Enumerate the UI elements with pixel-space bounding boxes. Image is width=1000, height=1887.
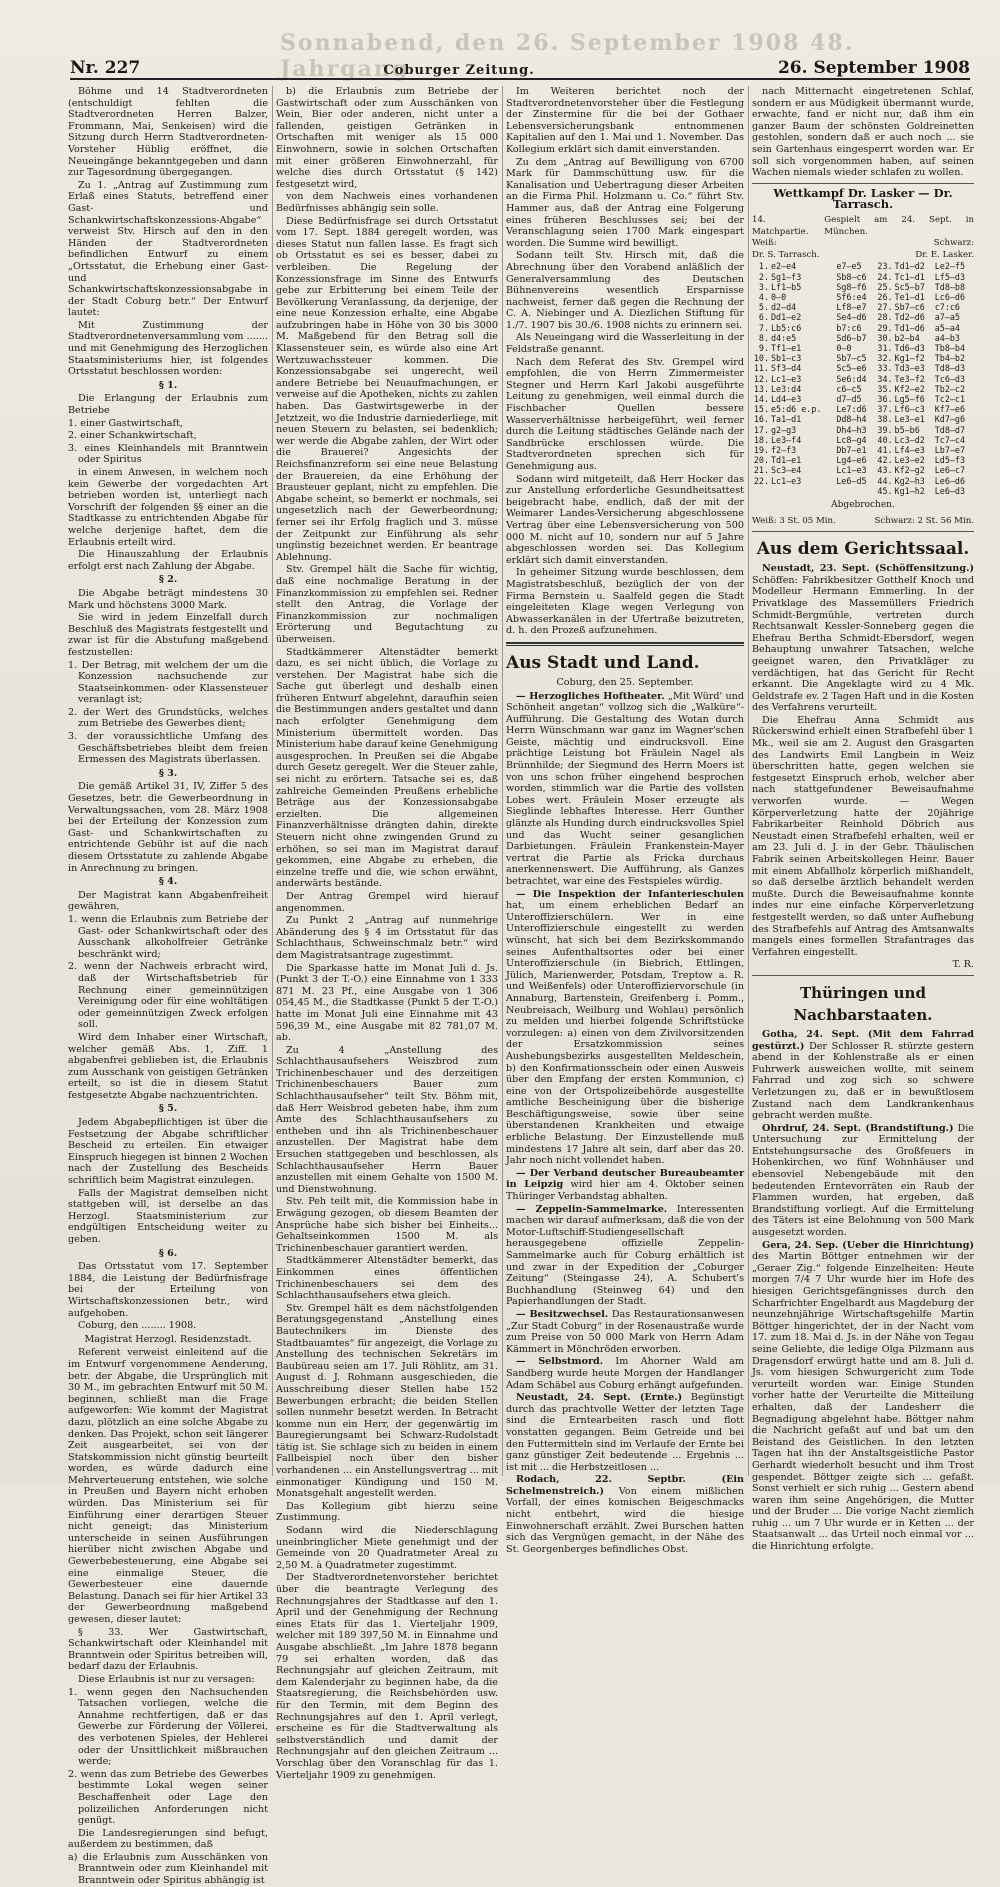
black-move: Le6—d5 bbox=[836, 475, 867, 486]
black-move: Tc7—c4 bbox=[934, 434, 966, 445]
move-number: 25. bbox=[877, 281, 893, 292]
issue-date: 26. September 1908 bbox=[777, 58, 970, 78]
white-move: Lf4—e3 bbox=[894, 444, 925, 455]
paragraph: Böhme und 14 Stadtverordneten (entschuldigt fehlten die Stadtverordneten Herren Balzer, Frommann, Mai, Senkeisen) wird die Sitzung durch Herrn Stadtverordneten-Vorsteher Hüblig eröffnet, die Neueingänge bekanntgegeben und dann zur Tagesordnung übergegangen. bbox=[68, 86, 268, 179]
move-number: 43. bbox=[877, 465, 893, 476]
list-item: 2. der Wert des Grundstücks, welches zum Betriebe des Gewerbes dient; bbox=[68, 706, 268, 730]
chess-move-row bbox=[752, 435, 974, 445]
white-move: Td1—d2 bbox=[894, 261, 925, 272]
section-mark: § 5. bbox=[158, 1103, 178, 1115]
item-heading: — Selbstmord. bbox=[516, 1356, 604, 1368]
move-number: 17. bbox=[753, 424, 769, 435]
paragraph bbox=[506, 889, 744, 1167]
item-text: Die Untersuchung zur Ermittelung der Entstehungsursache des Großfeuers in Hohenkirchen, wo fünf Wohnhäuser und ebensoviel Nebengebäude mit den bedeutenden Erntevorräten ein Raub der Flammen wurden, hat ergeben, daß Brandstiftung vorliegt. Auf die Ermittelung des Täters ist eine Belohnung von 500 Mark ausgesetzt worden. bbox=[752, 1122, 974, 1239]
chess-move-row bbox=[752, 374, 974, 384]
move-number: 19. bbox=[753, 444, 769, 455]
item-heading: — Der Verband deutscher Bureaubeamter in Leipzig bbox=[506, 1167, 744, 1191]
move-number: 13. bbox=[753, 383, 769, 394]
white-move: Sc3—e4 bbox=[771, 465, 802, 476]
section-rule bbox=[752, 975, 974, 976]
chess-move-row bbox=[752, 282, 974, 292]
column-1 bbox=[68, 86, 268, 1887]
list-item: 1. wenn gegen den Nachsuchenden Tatsachen vorliegen, welche die Annahme rechtfertigen, daß er das Gewerbe zur Förderung der Völlerei, des verbotenen Spieles, der Hehlerei oder der Unsittlichkeit mißbrauchen werde; bbox=[68, 1686, 268, 1768]
paragraph bbox=[506, 691, 744, 888]
black-move: Dh4—h3 bbox=[836, 424, 867, 435]
black-move: Se6:d4 bbox=[836, 373, 867, 384]
section-heading: Thüringen und Nachbarstaaten. bbox=[793, 983, 933, 1024]
white-move: Sg1—f3 bbox=[771, 271, 802, 282]
paragraph: in einem Anwesen, in welchem noch kein Gewerbe der vorgedachten Art betrieben worden ist, unterliegt nach Vorschrift der folgenden §§ einer an die Stadtkasse zu entrichtenden Abgabe für welche derjenige haftet, dem die Erlaubnis erteilt wird. bbox=[68, 467, 268, 548]
chess-result: Abgebrochen. bbox=[831, 499, 895, 510]
move-number: 28. bbox=[877, 312, 893, 323]
black-move: Td8—d3 bbox=[934, 363, 966, 374]
section-mark: § 3. bbox=[158, 767, 178, 779]
list-item: 2. wenn das zum Betriebe des Gewerbes bestimmte Lokal wegen seiner Beschaffenheit oder Lage den polizeilichen Anforderungen nicht genügt. bbox=[68, 1768, 268, 1827]
paragraph bbox=[506, 1309, 744, 1355]
chess-move-row bbox=[752, 272, 974, 282]
move-number: 37. bbox=[877, 404, 893, 415]
paragraph: Als Neueingang wird die Wasserleitung in der Feldstraße genannt. bbox=[506, 332, 744, 356]
paragraph: Die Hinauszahlung der Erlaubnis erfolgt erst nach Zahlung der Abgabe. bbox=[68, 549, 268, 572]
white-move: Te3—f2 bbox=[894, 373, 925, 384]
white-move: Kf2—g2 bbox=[894, 465, 925, 476]
paragraph: Die gemäß Artikel 31, IV, Ziffer 5 des Gesetzes, betr. die Gewerbeordnung in Verwaltungssachen, vom 28. März 1908 bei der Erteilung der Konzession zum Gast- und Schankwirtschaften zu entrichtende Gebühr ist auf die nach diesem Ortsstatute zu zahlende Abgabe in Anrechnung zu bringen. bbox=[68, 781, 268, 874]
black-move: Tb2—c2 bbox=[934, 383, 966, 394]
white-move: Sb1—c3 bbox=[771, 353, 802, 364]
paragraph: Sodann teilt Stv. Hirsch mit, daß die Abrechnung über den Vorabend anläßlich der Generalversammlung des Deutschen Bühnenvereins wesentlich Ersparnisse nachweist, ferner daß gegen die Rechnung der C. A. Niebinger und A. Diezlichen Stiftung für 1./7. 1907 bis 30./6. 1908 nichts zu erinnern sei. bbox=[506, 250, 744, 331]
item-text: Der Schlosser R. stürzte gestern abend in der Kohlenstraße als er einen Fuhrwerk ausweichen wollte, mit seinem Fahrrad und zog sich so schwere Verletzungen zu, daß er in bewußtlosem Zustand nach dem Landkrankenhaus gebracht werden mußte. bbox=[752, 1040, 974, 1122]
black-move: 0—0 bbox=[836, 342, 852, 353]
white-move: Tf1—e1 bbox=[771, 342, 802, 353]
paragraph: Stadtkämmerer Altenstädter bemerkt dazu, es sei nicht üblich, die Vorlage zu verstehen. Der Magistrat habe sich die Sache gut überlegt und deshalb einen früheren Entwurf abgelehnt, daraufhin seien die Bestimmungen anders gestaltet und dann nach erfolgter Genehmigung dem Ministerium übermittelt worden. Das Ministerium habe darauf keine Genehmigung ausgesprochen. In Preußen sei die Abgabe durch Gesetz geregelt. Wer die Steuer zahle, sei nicht zu erörtern. Tatsache sei es, daß zahlreiche Gemeinden Preußens erhebliche Beträge aus der Konzessionsabgabe erzielten. Die allgemeinen Finanzverhältnisse drängten dahin, direkte Steuern nicht ohne zwingenden Grund zu erhöhen, so sei man im Magistrat darauf gekommen, eine Abgabe zu erheben, die einzelne treffe und die, wie schon erwähnt, anderwärts bestände. bbox=[276, 646, 498, 890]
item-text: „Mit Würd' und Schönheit angetan“ vollzog sich die „Walküre“-Aufführung. Die Gestaltung des Wotan durch Herrn Wünschmann war ganz im Wagner'schen Geiste, mächtig und eindrucksvoll. Eine prächtige Leistung bot Fräulein Nagel als Brünnhilde; der Siegmund des Herrn Moers ist von uns schon früher eingehend besprochen worden, stimmlich war die Partie des vollsten Lobes wert. Fräulein Moser erzeugte als Sieglinde lebhaftes Interesse. Herr Gunther glänzte als Hunding durch eindrucksvolles Spiel und das Wucht seiner gesanglichen Darbietungen. Fräulein Frankenstein-Mayer vertrat die Partie als Fricka durchaus anerkennenswert. Die Aufführung, als Ganzes betrachtet, war eine des Festspieles würdig. bbox=[506, 690, 744, 887]
white-label: Weiß: bbox=[752, 238, 777, 249]
white-move: Lg5—f6 bbox=[894, 393, 925, 404]
move-number: 29. bbox=[877, 322, 893, 333]
chess-move-row bbox=[752, 486, 974, 496]
black-move: Le6—d3 bbox=[934, 485, 966, 496]
chess-move-row bbox=[752, 476, 974, 486]
move-number: 22. bbox=[753, 475, 769, 486]
white-move: Td3—e3 bbox=[894, 363, 925, 374]
move-number: 32. bbox=[877, 353, 893, 364]
black-move: Tb4—b2 bbox=[934, 353, 966, 364]
white-move: Ta1—d1 bbox=[771, 414, 802, 425]
chess-players bbox=[752, 250, 974, 262]
move-number: 31. bbox=[877, 342, 893, 353]
white-move: Lf1—b5 bbox=[771, 281, 802, 292]
chess-player-labels bbox=[752, 238, 974, 250]
white-move: e5:d6 e.p. bbox=[771, 404, 822, 415]
section-heading: Aus dem Gerichtssaal. bbox=[756, 539, 970, 560]
paragraph bbox=[506, 1474, 744, 1555]
chess-move-row bbox=[752, 363, 974, 373]
item-text: hat, um einem erheblichen Bedarf an Unteroffizierschülern. Wer in eine Unteroffizierschule eingestellt zu werden wünscht, hat sich bei dem Bezirkskommando seines Aufenthaltsortes oder bei einer Unteroffizierschule (in Biebrich, Ettlingen, Jülich, Marienwerder, Potsdam, Treptow a. R. und Weißenfels) oder Unteroffiziervorschule (in Annaburg, Bartenstein, Greifenberg i. Pomm., Neubreisach, Weilburg und Wohlau) persönlich zu melden und hierbei folgende Schriftstücke vorzulegen: a) einen von dem Zivilvorsitzenden der Ersatzkommission seines Aushebungsbezirks ausgestellten Meldeschein, b) den Konfirmationsschein oder einen Ausweis über den Empfang der ersten Kommunion, c) eine von der Ortspolizeibehörde ausgestellte amtliche Bescheinigung über die bisherige Beschäftigungsweise, sowie über seine überstandenen Krankheiten und etwaige erbliche Belastung. Der Einzustellende muß mindestens 17 Jahre alt sein, darf aber das 20. Jahr noch nicht vollendet haben. bbox=[506, 900, 744, 1167]
paragraph bbox=[506, 1356, 744, 1391]
paragraph bbox=[752, 1123, 974, 1239]
white-move: Dd1—e2 bbox=[771, 312, 802, 323]
chess-move-row bbox=[752, 394, 974, 404]
black-move: Td8—b8 bbox=[934, 281, 966, 292]
black-move: Lb7—e7 bbox=[934, 444, 966, 455]
move-number: 8. bbox=[758, 332, 769, 343]
column-divider bbox=[502, 86, 503, 1476]
move-number: 27. bbox=[877, 302, 893, 313]
item-heading: — Die Inspektion der Infanterieschulen bbox=[516, 888, 744, 900]
black-move: Le2—f5 bbox=[934, 261, 966, 272]
dateline: Coburg, den 25. September. bbox=[556, 676, 694, 688]
place-date-line: Coburg, den ........ 1908. bbox=[78, 1320, 197, 1332]
white-move: Td1—e1 bbox=[771, 455, 802, 466]
black-move: Db7—e1 bbox=[836, 444, 867, 455]
list-item: 1. wenn die Erlaubnis zum Betriebe der Gast- oder Schankwirtschaft oder des Ausschank alkoholfreier Getränke beschränkt wird; bbox=[68, 913, 268, 960]
white-move: d2—d4 bbox=[771, 302, 797, 313]
move-number: 9. bbox=[758, 342, 769, 353]
paragraph: Zu 4 „Anstellung des Schlachthausaufsehers Weiszbrod zum Trichinenbeschauer und des derzeitigen Trichinenbeschauers Bauer zum Schlachthausaufseher“ teilt Stv. Böhm mit, daß Herr Weisbrod gebeten habe, ihm zum Amte des Schlachthausaufsehers zu entheben und ihn als Trichinenbeschauer anzustellen. Der Magistrat habe dem Ersuchen stattgegeben und beschlossen, als Schlachthausaufseher Herrn Bauer anzustellen mit einem Gehalte von 1500 M. und Dienstwohnung. bbox=[276, 1044, 498, 1195]
move-number: 38. bbox=[877, 414, 893, 425]
white-move: f2—f3 bbox=[771, 444, 797, 455]
black-move: a7—a5 bbox=[934, 312, 960, 323]
newspaper-title: Coburger Zeitung. bbox=[383, 63, 535, 78]
black-move: Sb8—c6 bbox=[836, 271, 867, 282]
paragraph bbox=[752, 1240, 974, 1553]
move-number: 41. bbox=[877, 444, 893, 455]
black-move: Kf7—e6 bbox=[934, 404, 966, 415]
white-move: Tc1—d1 bbox=[894, 271, 925, 282]
move-number: 40. bbox=[877, 434, 893, 445]
move-number: 33. bbox=[877, 363, 893, 374]
section-rule bbox=[506, 642, 744, 646]
white-move: Kg2—h3 bbox=[894, 475, 925, 486]
paragraph: Die Abgabe beträgt mindestens 30 Mark und höchstens 3000 Mark. bbox=[68, 587, 268, 611]
black-move: Le6—d6 bbox=[934, 475, 966, 486]
move-number: 26. bbox=[877, 291, 893, 302]
issue-number: Nr. 227 bbox=[70, 58, 141, 78]
list-item: 2. wenn der Nachweis erbracht wird, daß der Wirtschaftsbetrieb für Rechnung einer gemeinnützigen Vereinigung oder für eine wohltätigen oder gemeinnützigen Zweck erfolgen soll. bbox=[68, 961, 268, 1031]
paragraph bbox=[752, 1029, 974, 1122]
paragraph: Die Erlangung der Erlaubnis zum Betriebe bbox=[68, 393, 268, 417]
chess-move-row bbox=[752, 343, 974, 353]
move-number: 36. bbox=[877, 393, 893, 404]
paragraph: Die Ehefrau Anna Schmidt aus Rückerswind erhielt einen Strafbefehl über 1 Mk., weil sie am 2. August den Grasgarten des Landwirts Emil Langbein in Weiz überschritten hatte, gegen welchen sie festgesetzt Einspruch erhob, welcher aber nach stattgefundener Beweisaufnahme verworfen wurde. — Wegen Körperverletzung hatte der 20jährige Fabrikarbeiter Reinhold Döbrich aus Neustadt einen Strafbefehl erhalten, weil er am 23. Juli d. J. in der Gebr. Thäulischen Fabrik seinen Arbeitskollegen Heinr. Bauer mit einem Abfallholz körperlich mißhandelt, so daß derselbe ärztlich behandelt werden mußte. Durch die Beweisaufnahme konnte indes nur eine einfache Körperverletzung festgestellt werden, so daß unter Aufhebung des Strafbefehls auf Antrag des Amtsanwalts mangels eines formellen Strafantrages das Verfahren eingestellt. bbox=[752, 714, 974, 958]
paragraph: Das Kollegium gibt hierzu seine Zustimmung. bbox=[276, 1500, 498, 1524]
item-text: Schöffen: Fabrikbesitzer Gotthelf Knoch und Modelleur Hermann Emmerling. In der Privatklage des Massemüllers Friedrich Schmidt-Bergmühle, vertreten durch Rechtsanwalt Kessler-Sonneberg gegen die Ehefrau Bertha Schmidt-Ebersdorf, wegen Behauptung unwahrer Tatsachen, welche geeignet waren, den Privatkläger zu verdächtigen, hat das Gericht für Recht erkannt. Die Angeklagte wird zu 4 Mk. Geldstrafe ev. 2 Tagen Haft und in die Kosten des Verfahrens verurteilt. bbox=[752, 574, 974, 714]
section-mark: § 1. bbox=[158, 379, 178, 391]
move-number: 44. bbox=[877, 475, 893, 486]
chess-move-row bbox=[752, 445, 974, 455]
move-number: 23. bbox=[877, 261, 893, 272]
paragraph: Stv. Grempel hält die Sache für wichtig, daß eine nochmalige Beratung in der Finanzkommission zu empfehlen sei. Redner stellt den Antrag, die Vorlage der Finanzkommission zur nochmaligen Erörterung und Begutachtung zu überweisen. bbox=[276, 564, 498, 645]
move-number bbox=[752, 486, 770, 496]
white-move: Le3—f4 bbox=[771, 434, 802, 445]
black-move: c7:c6 bbox=[934, 302, 960, 313]
black-move: Lf8—e7 bbox=[836, 302, 867, 313]
white-time: Weiß: 3 St. 05 Min. bbox=[752, 515, 836, 526]
move-number: 35. bbox=[877, 383, 893, 394]
paragraph: Wird dem Inhaber einer Wirtschaft, welcher gemäß Abs. 1, Ziff. 1 abgabenfrei geblieben ist, die Erlaubnis zum Ausschank von geistigen Getränken erteilt, so ist die in diesem Statut festgesetzte Abgabe nachzuentrichten. bbox=[68, 1031, 268, 1101]
white-move: Kg1—f2 bbox=[894, 353, 925, 364]
list-item: 1. Der Betrag, mit welchem der um die Konzession nachsuchende zur Staatseinkommen- oder Klassensteuer veranlagt ist; bbox=[68, 659, 268, 706]
chess-move-row bbox=[752, 384, 974, 394]
chess-times bbox=[752, 516, 974, 528]
paragraph: Jedem Abgabepflichtigen ist über die Festsetzung der Abgabe schriftlicher Bescheid zu erteilen. Ein etwaiger Einspruch hiegegen ist binnen 2 Wochen nach der Zustellung des Bescheids schriftlich beim Magistrat einzulegen. bbox=[68, 1117, 268, 1187]
item-heading: — Besitzwechsel. bbox=[516, 1308, 609, 1320]
black-label: Schwarz: bbox=[933, 238, 974, 249]
item-heading: Gotha, 24. Sept. (Mit dem Fahrrad gestürzt.) bbox=[752, 1028, 974, 1052]
paragraph: Der Antrag Grempel wird hierauf angenommen. bbox=[276, 890, 498, 914]
chess-move-row bbox=[752, 333, 974, 343]
chess-move-row bbox=[752, 261, 974, 271]
white-move: Le3—e1 bbox=[894, 414, 925, 425]
item-heading: Ohrdruf, 24. Sept. (Brandstiftung.) bbox=[762, 1122, 954, 1134]
move-number: 18. bbox=[753, 434, 769, 445]
paragraph: Falls der Magistrat demselben nicht stattgeben will, ist derselbe an das Herzogl. Staatsministerium zur endgültigen Entscheidung weiter zu geben. bbox=[68, 1187, 268, 1245]
black-move bbox=[835, 486, 875, 496]
black-move: Le7:d6 bbox=[836, 404, 867, 415]
paragraph: Sodann wird mitgeteilt, daß Herr Hocker das zur Anstellung erforderliche Gesundheitsattest beigebracht habe, endlich, daß der mit der Weimarer Landes-Versicherung abgeschlossene Vertrag über eine Lebensversicherung von 500 000 M. nicht auf 10, sondern nur auf 5 Jahre abgeschlossen worden sei. Das Kollegium erklärt sich damit einverstanden. bbox=[506, 473, 744, 566]
chess-move-row bbox=[752, 302, 974, 312]
black-player: Dr. E. Lasker. bbox=[915, 249, 974, 260]
black-move: b7:c6 bbox=[836, 322, 862, 333]
item-heading: — Zeppelin-Sammelmarke. bbox=[516, 1203, 668, 1215]
author-mark: T. R. bbox=[952, 959, 974, 971]
section-mark: § 2. bbox=[158, 574, 178, 586]
white-move: Ld4—e3 bbox=[771, 393, 802, 404]
paragraph: b) die Erlaubnis zum Betriebe der Gastwirtschaft oder zum Ausschänken von Wein, Bier oder anderen, nicht unter a fallenden, geistigen Getränken in Ortschaften mit weniger als 15 000 Einwohnern, sowie in solchen Ortschaften mit einer größeren Einwohnerzahl, für welche dies durch Ortsstatut (§ 142) festgesetzt wird, bbox=[276, 86, 498, 190]
move-number: 34. bbox=[877, 373, 893, 384]
move-number: 2. bbox=[758, 271, 769, 282]
item-heading: Rodach, 22. Septbr. (Ein Schelmenstreich.) bbox=[506, 1474, 744, 1497]
white-move: Kg1—h2 bbox=[894, 485, 925, 496]
column-divider bbox=[748, 86, 749, 1476]
item-text: Im Ahorner Wald am Sandberg wurde heute Morgen der Handlanger Adam Schäbel aus Coburg erhängt aufgefunden. bbox=[506, 1356, 744, 1391]
move-number: 21. bbox=[753, 465, 769, 476]
black-move: Se4—d6 bbox=[836, 312, 867, 323]
paragraph: Stv. Grempel hält es dem nächstfolgenden Beratungsgegenstand „Anstellung eines Bautechnikers im Dienste des Stadtbauamtes“ für angezeigt, die Vorlage zu Anstellung des technischen Sekretärs im Baubüreau seien am 17. Juli Röhlitz, am 31. August d. J. Rohmann ausgeschieden, die Ausschreibung dieser Stellen habe 152 Bewerbungen erbracht; die beiden Stellen sollen nunmehr besetzt werden. In Betracht komme nun ein Herr, der gegenwärtig im Bauregierungsamt bei Schwarz-Rudolstadt tätig ist. Sie schlage sich zu beiden in einem Fallbeispiel noch über den bisher vorhandenen ... ein Anstellungsvertrag ... mit einmonatiger Kündigung und 150 M. Monatsgehalt angestellt werden. bbox=[276, 1302, 498, 1500]
item-text: des Martin Böttger entnehmen wir der „Geraer Zig.“ folgende Einzelheiten: Heute morgen 7/4 7 Uhr wurde hier im Hofe des hiesigen Gerichtsgefängnisses durch den Scharfrichter Engelhardt aus Magdeburg der neunzehnjährige Wirtschaftsgehilfe Martin Böttger hingerichtet, der in der Nacht vom 17. zum 18. Mai d. Js. in der Nähe von Tegau seine Geliebte, die ledige Olga Pilzmann aus Dragensdorf erwürgt hatte und am 8. Juli d. Js. vom hiesigen Schwurgericht zum Tode verurteilt worden war. Einige Stunden vorher hatte der Verurteilte die Mitteilung erhalten, daß der Landesherr die Begnadigung abgelehnt habe. Böttger nahm die Nachricht gefaßt auf und bat um den Beistand des Geistlichen. In den letzten Tagen hat ihn der Anstaltsgeistliche Pastor Gerhardt wiederholt besucht und ihm Trost gespendet. Böttger zeigte sich ... gefaßt. Sonst verhielt er sich ruhig ... Gestern abend waren ihm seine Angehörigen, die Mutter und der Bruder ... Die vorige Nacht ziemlich ruhig ... um 7 Uhr wurde er in Ketten ... der Staatsanwalt ... das Urteil noch einmal vor ... die Hinrichtung erfolgte. bbox=[752, 1251, 974, 1553]
white-move: 0—0 bbox=[771, 291, 787, 302]
item-text: Das Restaurationsanwesen „Zur Stadt Coburg“ in der Rosenaustraße wurde zum Preise von 50 000 Mark von Herrn Adam Kämmert in Mönchröden erworben. bbox=[506, 1308, 744, 1355]
white-player: Dr. S. Tarrasch. bbox=[752, 249, 820, 260]
chess-move-row bbox=[752, 292, 974, 302]
paragraph: Mit Zustimmung der Stadtverordnetenversammlung vom ....... und mit Genehmigung des Herzoglichen Staatsministeriums hier, ist folgendes Ortsstatut beschlossen worden: bbox=[68, 319, 268, 378]
white-move: Sf3—d4 bbox=[771, 363, 802, 374]
chess-place: Gespielt am 24. Sept. in München. bbox=[824, 214, 974, 237]
item-heading: Neustadt, 24. Sept. (Ernte.) bbox=[516, 1392, 683, 1404]
black-move: Td8—d7 bbox=[934, 424, 966, 435]
chess-moves-table bbox=[752, 261, 974, 496]
section-heading: Aus Stadt und Land. bbox=[506, 652, 700, 673]
move-number: 24. bbox=[877, 271, 893, 282]
white-move: Kf2—e2 bbox=[894, 383, 925, 394]
black-move: Ld5—f3 bbox=[934, 455, 966, 466]
column-4 bbox=[752, 86, 974, 1553]
section-mark: § 6. bbox=[158, 1247, 178, 1259]
white-move: b5—b6 bbox=[894, 424, 920, 435]
chess-move-row bbox=[752, 425, 974, 435]
move-number: 12. bbox=[753, 373, 769, 384]
item-text: Begünstigt durch das prachtvolle Wetter der letzten Tage sind die Erntearbeiten rasch und flott vonstatten gegangen. Beim Getreide und bei den Futtermitteln sind im Verlaufe der Ernte bei ganz günstiger Zeit bedeutende ... Ergebnis ... ist mit ... die Herbstzeitlosen ... bbox=[506, 1392, 744, 1473]
move-number: 11. bbox=[753, 363, 769, 374]
paragraph bbox=[506, 1204, 744, 1308]
column-divider bbox=[272, 86, 273, 1476]
paragraph: Der Magistrat kann Abgabenfreiheit gewähren, bbox=[68, 889, 268, 913]
paragraph: Im Weiteren berichtet noch der Stadtverordnetenvorsteher über die Festlegung der Zinstermine für die bei der Gothaer Lebensversicherungsbank entnommenen Kapitalien auf den 1. Mai und 1. November. Das Kollegium erklärt sich damit einverstanden. bbox=[506, 86, 744, 155]
chess-move-row bbox=[752, 353, 974, 363]
white-move: Le3:d4 bbox=[771, 383, 802, 394]
item-text: Von einem mißlichen Vorfall, der eines komischen Beigeschmacks nicht entbehrt, wird die hiesige Einwohnerschaft erzählt. Zwei Burschen hatten sich das Vergnügen gemacht, in der Nähe des St. Georgenberges befindliches Obst. bbox=[506, 1485, 744, 1555]
chess-move-row bbox=[752, 404, 974, 414]
black-move: Sg8—f6 bbox=[836, 281, 867, 292]
list-item: a) die Erlaubnis zum Ausschänken von Branntwein oder zum Kleinhandel mit Branntwein oder Spiritus abhängig ist bbox=[68, 1851, 268, 1887]
paragraph: Der Stadtverordnetenvorsteher berichtet über die beantragte Verlegung des Rechnungsjahres der Stadtkasse auf den 1. April und der Genehmigung der Rechnung eines Etats für das 1. Vierteljahr 1909, welcher mit 189 397,50 M. in Einnahme und Ausgabe abschließt. „Im Jahre 1878 begann 79 sei erhalten worden, daß das Rechnungsjahr auf gleichen Zeitraum, mit dem Kalenderjahr zu beginnen habe, da die Staatsregierung, die Reichsbehörden usw. für den Termin, mit dem Beginn des Rechnungsjahres auf den 1. April verlegt, erscheine es für die Stadtverwaltung als selbstverständlich und damit der Rechnungsjahr auf den gleichen Zeitraum ... Vorschlag über den Voranschlag für das 1. Vierteljahr 1909 zu genehmigen. bbox=[276, 1572, 498, 1781]
paragraph: Stadtkämmerer Altenstädter bemerkt, das Einkommen eines öffentlichen Trichinenbeschauers sei dem des Schlachthausaufsehers etwa gleich. bbox=[276, 1255, 498, 1302]
black-move: Lg4—e6 bbox=[836, 455, 867, 466]
chess-move-row bbox=[752, 414, 974, 424]
move-number: 7. bbox=[758, 322, 769, 333]
chess-move-row bbox=[752, 312, 974, 322]
white-move: e2—e4 bbox=[771, 261, 797, 272]
move-number: 16. bbox=[753, 414, 769, 425]
move-number: 6. bbox=[758, 312, 769, 323]
section-rule bbox=[752, 531, 974, 532]
paragraph bbox=[752, 563, 974, 714]
black-move: d7—d5 bbox=[836, 393, 862, 404]
paragraph: von dem Nachweis eines vorhandenen Bedürfnisses abhängig sein solle. bbox=[276, 191, 498, 214]
chess-move-row bbox=[752, 465, 974, 475]
masthead bbox=[70, 48, 970, 80]
white-move: Lb5:c6 bbox=[771, 322, 802, 333]
white-move: Lc3—d2 bbox=[894, 434, 925, 445]
chess-info bbox=[752, 215, 974, 238]
paragraph: Sodann wird die Niederschlagung uneinbringlicher Miete genehmigt und der Gemeinde von 20 Quadratmeter Areal zu 2,50 M. à Quadratmeter zugestimmt. bbox=[276, 1525, 498, 1571]
black-time: Schwarz: 2 St. 56 Min. bbox=[874, 515, 974, 526]
black-move: c6—c5 bbox=[836, 383, 862, 394]
column-3 bbox=[506, 86, 744, 1555]
white-move: Lc1—e3 bbox=[771, 475, 802, 486]
paragraph: Referent verweist einleitend auf die im Entwurf vorgenommene Aenderung, betr. der Abgabe, die Ursprünglich mit 30 M., im gebrachten Entwurf mit 50 M. beginnen, schließt man die Frage aufgeworfen: Wie kommt der Magistrat dazu, plötzlich an eine solche Abgabe zu denken. Das Projekt, schon seit längerer Zeit ausgearbeitet, sei von der Statskommission nicht günstig beurteilt worden, es würde dadurch eine Mehrverteuerung entstehen, wie solche in Preußen und Bayern nicht erhoben würden. Das Ministerium sei für Einführung einer derartigen Steuer nicht geneigt; das Ministerium unterscheide in seinen Ausführungen hierüber nicht zwischen Abgabe und Gewerbebesteuerung, eine Abgabe sei eine einmalige Steuer, die Gewerbesteuer eine dauernde Belastung. Danach sei für hier Artikel 33 der Gewerbeordnung maßgebend gewesen, dieser lautet: bbox=[68, 1347, 268, 1625]
black-move: Tc6—d3 bbox=[934, 373, 966, 384]
paragraph: Diese Erlaubnis ist nur zu versagen: bbox=[78, 1673, 255, 1685]
white-move: b2—b4 bbox=[894, 332, 920, 343]
white-move: Sc5—b7 bbox=[894, 281, 925, 292]
black-move: Lc1—e3 bbox=[836, 465, 867, 476]
move-number: 10. bbox=[753, 353, 769, 364]
list-item: 1. einer Gastwirtschaft, bbox=[68, 417, 183, 429]
section-rule bbox=[752, 183, 974, 184]
white-move: Td1—d6 bbox=[894, 322, 925, 333]
item-text: wird hier am 4. Oktober seinen Thüringer Verbandstag abhalten. bbox=[506, 1179, 744, 1203]
black-move: a4—b3 bbox=[934, 332, 960, 343]
chess-match: 14. Matchpartie. bbox=[752, 214, 809, 237]
paragraph: § 33. Wer Gastwirtschaft, Schankwirtschaft oder Kleinhandel mit Branntwein oder Spiritus betreiben will, bedarf dazu der Erlaubnis. bbox=[68, 1626, 268, 1673]
move-number: 1. bbox=[758, 261, 769, 272]
item-heading: — Herzogliches Hoftheater. bbox=[516, 690, 665, 702]
move-number: 45. bbox=[877, 485, 893, 496]
move-number: 20. bbox=[753, 455, 769, 466]
paragraph: Die Landesregierungen sind befugt, außerdem zu bestimmen, daß bbox=[68, 1827, 268, 1851]
move-number: 39. bbox=[877, 424, 893, 435]
black-move: Sb7—c5 bbox=[836, 353, 867, 364]
list-item: 3. der voraussichtliche Umfang des Geschäftsbetriebes bleibt dem freien Ermessen des Magistrats überlassen. bbox=[68, 731, 268, 766]
black-move: Sf6:e4 bbox=[836, 291, 867, 302]
section-mark: § 4. bbox=[158, 876, 178, 888]
move-number: 5. bbox=[758, 302, 769, 313]
paragraph bbox=[506, 1392, 744, 1473]
white-move: Td6—d3 bbox=[894, 342, 925, 353]
list-item: 3. eines Kleinhandels mit Branntwein oder Spiritus bbox=[68, 442, 268, 466]
white-move: Sb7—c6 bbox=[894, 302, 925, 313]
item-heading: Gera, 24. Sep. (Ueber die Hinrichtung) bbox=[762, 1239, 974, 1251]
signature-line: Magistrat Herzogl. Residenzstadt. bbox=[84, 1333, 252, 1345]
move-number: 3. bbox=[758, 281, 769, 292]
column-2 bbox=[276, 86, 498, 1781]
item-heading: Neustadt, 23. Sept. (Schöffensitzung.) bbox=[762, 563, 974, 575]
black-move: Dd8—h4 bbox=[836, 414, 867, 425]
chess-heading: Wettkampf Dr. Lasker — Dr. Tarrasch. bbox=[773, 185, 953, 212]
item-text: Interessenten machen wir darauf aufmerksam, daß die von der Motor-Luftschiff-Studiengesellschaft herausgegebene offizielle Zeppelin-Sammelmarke auch für Coburg erhältlich ist und zwar in der Expedition der „Coburger Zeitung“ (Steingasse 24), A. Schubert's Buchhandlung (Steinweg 64) und den Papierhandlungen der Stadt. bbox=[506, 1203, 744, 1308]
move-number: 14. bbox=[753, 393, 769, 404]
move-number: 4. bbox=[758, 291, 769, 302]
move-number: 30. bbox=[877, 332, 893, 343]
black-move: Lf5—d3 bbox=[934, 271, 966, 282]
black-move: e7—e5 bbox=[836, 261, 862, 272]
paragraph: Nach dem Referat des Stv. Grempel wird empfohlen, die von Herrn Zimmermeister Stegner und Herrn Karl Jakobi ausgeführte Leitung zu genehmigen, weil einmal durch die Fischbacher Quellen bessere Wasserverhältnisse herbeigeführt, weil ferner durch die Leitung städtisches Gelände nach der Sandbrücke erschlossen würde. Die Stadtverordneten sprechen sich für Genehmigung aus. bbox=[506, 356, 744, 472]
black-move: Tb8—b4 bbox=[934, 342, 966, 353]
black-move: Sc5—e6 bbox=[836, 363, 867, 374]
paragraph: Die Sparkasse hatte im Monat Juli d. Js. (Punkt 3 der T.-O.) eine Einnahme von 1 333 871 M. 23 Pf., eine Ausgabe von 1 306 054,45 M., die Stadtkasse (Punkt 5 der T.-O.) hatte im Monat Juli eine Einnahme mit 43 596,39 M., eine Ausgabe mit 82 781,07 M. ab. bbox=[276, 962, 498, 1044]
move-number: 15. bbox=[753, 404, 769, 415]
paragraph: nach Mitternacht eingetretenen Schlaf, sondern er aus Müdigkeit übermannt wurde, erwachte, fand er nicht nur, daß ihm ein ganzer Baum der schönsten Goldreinetten gestohlen, sondern daß er auch noch ... sie sein Gartenhaus eingesperrt worden war. Er soll sich vorgenommen haben, auf seinen Wachen niemals wieder schlafen zu wollen. bbox=[752, 86, 974, 179]
paragraph: Zu dem „Antrag auf Bewilligung von 6700 Mark für Dammschüttung usw. für die Kanalisation und Uebertragung dieser Arbeiten an die Firma Phil. Holzmann u. Co.“ führt Stv. Hammer aus, daß der Antrag eine Folgerung eines früheren Beschlusses sei; bei der Veranschlagung seien 1700 Mark eingespart worden. Die Summe wird bewilligt. bbox=[506, 156, 744, 249]
chess-move-row bbox=[752, 455, 974, 465]
move-number: 42. bbox=[877, 455, 893, 466]
paragraph: Zu 1. „Antrag auf Zustimmung zum Erlaß eines Statuts, betreffend einer Gast- und Schankwirtschaftskonzessions-Abgabe“ verweist Stv. Hirsch auf den in den Händen der Stadtverordneten befindlichen Entwurf zu einem „Ortsstatut, die Erhebung einer Gast- und Schankwirtschaftskonzessionsabgabe in der Stadt Coburg betr.“ Der Entwurf lautet: bbox=[68, 179, 268, 319]
white-move: g2—g3 bbox=[771, 424, 797, 435]
paragraph: Stv. Peh teilt mit, die Kommission habe in Erwägung gezogen, ob diesem Beamten der Ansprüche habe sich bisher bei Einheits... Gehaltseinkommen 1500 M. als Trichinenbeschauer garantiert werden. bbox=[276, 1196, 498, 1254]
white-move: Te1—d1 bbox=[894, 291, 925, 302]
white-move: Td2—d6 bbox=[894, 312, 925, 323]
paragraph: Diese Bedürfnisfrage sei durch Ortsstatut vom 17. Sept. 1884 geregelt worden, was dieses Statut nun fallen lasse. Es fragt sich ob Ortsstatut es sei es besser, dabei zu verbleiben. Die Regelung der Konzessionsfrage im Sinne des Entwurfs gebe zur Erbitterung bei einem Teile der Bevölkerung Veranlassung, da derjenige, der eine neue Konzession erhalte, eine Abgabe aufzubringen habe in Höhe von 30 bis 3000 M. Maßgebend für den Betrag soll die Klassensteuer sein, es würde also eine Art Wertzuwachssteuer kommen. Die Konzessionsabgabe sei ungerecht, weil andere Betriebe bei Neuaufmachungen, er verweise auf die Apotheken, nichts zu zahlen haben. Das Gastwirtsgewerbe in der Jetztzeit, wo die Industrie darniederliege, mit neuen Steuern zu belasten, sei bedenklich; wer werde die Abgabe zahlen, der Wirt oder die Brauerei? Angesichts der Reichsfinanzreform sei eine neue Belastung der Brauereien, da eine Erhöhung der Brausteuer geplant, nicht zu empfehlen. Die Abgabe scheint, so bemerkt er nochmals, sei ungesetzlich nach der Gewerbeordnung; ferner sei ihr Erfolg fraglich und 3. müsse der Zeitpunkt zur Einführung als sehr ungünstig bezeichnet werden. Er beantrage Ablehnung. bbox=[276, 215, 498, 563]
list-item: 2. einer Schankwirtschaft, bbox=[68, 430, 197, 442]
paragraph bbox=[506, 1168, 744, 1203]
paragraph: In geheimer Sitzung wurde beschlossen, dem Magistratsbeschluß, bezüglich der von der Firma Bernstein u. Saalfeld gegen die Stadt eingeleiteten Klage wegen Verlegung von Abwasserkanälen in der Ufertraße beizutreten, d. h. den Prozeß aufzunehmen. bbox=[506, 567, 744, 637]
black-move: Sd6—b7 bbox=[836, 332, 867, 343]
white-move: Lc1—e3 bbox=[771, 373, 802, 384]
white-move bbox=[770, 486, 835, 496]
black-move: a5—a4 bbox=[934, 322, 960, 333]
paragraph: Sie wird in jedem Einzelfall durch Beschluß des Magistrats festgestellt und zwar ist für die Abstufung maßgebend festzustellen: bbox=[68, 612, 268, 658]
black-move: Kd7—g6 bbox=[934, 414, 966, 425]
black-move: Lc8—g4 bbox=[836, 434, 867, 445]
white-move: d4:e5 bbox=[771, 332, 797, 343]
black-move: Lc6—d6 bbox=[934, 291, 966, 302]
black-move: Le6—c7 bbox=[934, 465, 966, 476]
bleed-through-header: Sonnabend, den 26. September 1908 48. Jahrgang bbox=[280, 30, 855, 82]
white-move: Lf6—c3 bbox=[894, 404, 925, 415]
paragraph: Das Ortsstatut vom 17. September 1884, die Leistung der Bedürfnisfrage bei der Erteilung von Wirtschaftskonzessionen betr., wird aufgehoben. bbox=[68, 1261, 268, 1319]
chess-move-row bbox=[752, 323, 974, 333]
white-move: Le3—e2 bbox=[894, 455, 925, 466]
black-move: Tc2—c1 bbox=[934, 393, 966, 404]
paragraph: Zu Punkt 2 „Antrag auf nunmehrige Abänderung des § 4 im Ortsstatut für das Schlachthaus, Schweinschmalz betr.“ wird dem Magistratsantrage zugestimmt. bbox=[276, 915, 498, 961]
